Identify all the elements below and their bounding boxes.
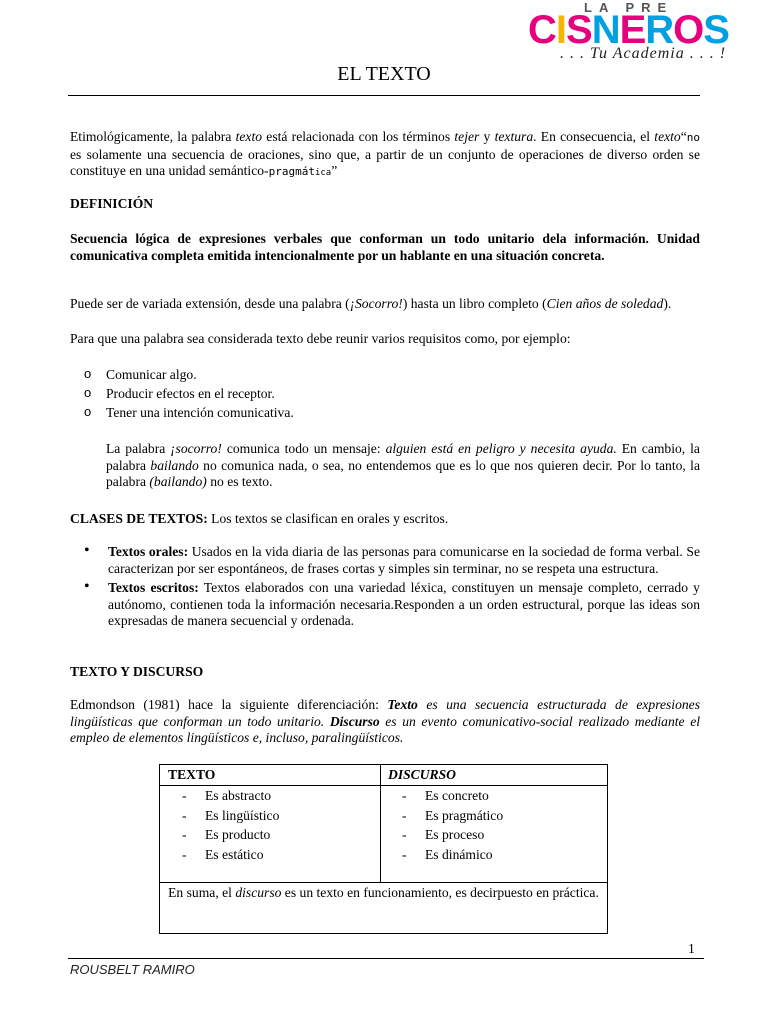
definicion-heading: DEFINICIÓN	[70, 196, 154, 211]
text-run: texto	[654, 129, 681, 144]
text-run: (bailando)	[149, 474, 207, 489]
text-run: Texto	[387, 697, 418, 712]
logo-letter: R	[645, 8, 674, 52]
page-number: 1	[688, 941, 695, 956]
text-run: ”	[331, 163, 338, 178]
text-run: . En consecuencia, el	[533, 129, 655, 144]
text-run: textura	[494, 129, 534, 144]
text-run: Cien años de soledad	[546, 296, 664, 311]
logo-letter: S	[566, 8, 592, 52]
table-cell: - Es proceso	[380, 827, 607, 847]
text-run: bailando	[150, 457, 199, 473]
text-run: La palabra	[106, 441, 171, 456]
logo-letter: S	[703, 8, 729, 52]
logo-letter: N	[591, 8, 620, 52]
table-header-texto: TEXTO	[168, 767, 216, 782]
logo-letter: C	[528, 8, 556, 52]
list-item: o Producir efectos en el receptor.	[70, 386, 700, 405]
intro-paragraph	[70, 129, 700, 182]
text-run: no es texto.	[206, 474, 273, 489]
text-run: Discurso	[329, 713, 380, 729]
text-run: Los textos se clasifican en orales y escritos.	[207, 511, 449, 526]
logo-letter: O	[673, 8, 704, 52]
table-cell: - Es concreto	[380, 788, 607, 808]
text-run: es solamente una secuencia de oraciones, sino que, a partir de un conjunto de operaciones de diverso orden se constituye en una unidad semántico-	[70, 146, 700, 178]
extension-paragraph	[70, 296, 700, 313]
text-run: es una secuencia estructurada de expresiones lingüísticas que conforman un todo unitario.	[70, 697, 700, 729]
requisitos-list	[70, 367, 700, 424]
table-cell: - Es dinámico	[380, 847, 607, 867]
text-run: es un evento comunicativo-social realizado mediante el empleo de elementos lingüísticos e, incluso, paralingüísticos.	[70, 713, 700, 745]
text-run: Etimológicamente, la palabra	[70, 129, 236, 144]
title-divider	[68, 95, 700, 96]
item-text: Usados en la vida diaria de las personas para comunicarse en la sociedad de forma verbal. Se caracterizan por ser espontáneos, de frases cortas y simples sin terminar, no se respeta una estructura.	[108, 544, 701, 576]
table-divider	[160, 785, 607, 786]
ejemplo-paragraph	[106, 441, 700, 491]
table-summary	[164, 885, 603, 902]
list-item	[70, 580, 700, 630]
requisitos-intro: Para que una palabra sea considerada texto debe reunir varios requisitos como, por ejemplo:	[70, 331, 571, 346]
logo-letter: I	[555, 8, 567, 52]
table-cell: - Es estático	[160, 847, 380, 867]
text-run: Edmondson (1981) hace la siguiente diferenciación:	[70, 697, 388, 712]
clases-paragraph	[70, 511, 700, 528]
text-run: ) hasta un libro completo (	[402, 296, 547, 311]
logo-top-text: LA PRE	[584, 0, 674, 15]
text-run: pragmát	[268, 165, 315, 178]
table-header-discurso: DISCURSO	[388, 767, 456, 782]
discurso-heading: TEXTO Y DISCURSO	[70, 664, 204, 679]
list-item	[70, 544, 700, 577]
text-run: Puede ser de variada extensión, desde una palabra (	[70, 296, 350, 311]
definicion-body: Secuencia lógica de expresiones verbales que conforman un todo unitario dela información. Unidad comunicativa completa emitida intencionalmente por un hablante en una situación concreta.	[70, 231, 700, 263]
comparison-table	[159, 764, 608, 934]
text-run: “	[680, 129, 687, 144]
text-run: ¡Socorro!	[349, 296, 403, 311]
table-cell: - Es pragmático	[380, 808, 607, 828]
text-run: comunica todo un mensaje:	[221, 441, 386, 456]
logo-tagline: . . . Tu Academia . . . !	[560, 45, 727, 62]
text-run: En cambio, la palabra	[106, 441, 700, 473]
text-run: ).	[663, 296, 672, 311]
discurso-paragraph	[70, 697, 700, 747]
text-run: no	[686, 131, 701, 144]
list-item: o Comunicar algo.	[70, 367, 700, 386]
text-run: y	[479, 129, 495, 144]
item-label: Textos orales:	[108, 544, 189, 559]
text-run: En suma, el	[168, 885, 236, 900]
item-text: Textos elaborados con una variedad léxica, constituyen un mensaje completo, cerrado y autónomo, contienen toda la información necesaria.Responden a un orden estructural, porque las ideas son expresadas de manera secuencial y ordenada.	[108, 580, 700, 628]
text-run: no comunica nada, o sea, no entendemos que es lo que nos quieren decir. Por lo tanto, la palabra	[106, 457, 700, 489]
footer-author: ROUSBELT RAMIRO	[70, 962, 195, 977]
texto-column	[160, 788, 380, 866]
page-title: EL TEXTO	[337, 63, 431, 85]
text-run: está relacionada con los términos	[262, 129, 455, 144]
text-run: alguien está en peligro y necesita ayuda.	[385, 441, 617, 456]
logo-letter: E	[619, 8, 646, 52]
table-cell: - Es lingüístico	[160, 808, 380, 828]
table-cell: - Es abstracto	[160, 788, 380, 808]
text-run: ica	[314, 168, 332, 178]
text-run: texto	[235, 129, 263, 144]
clases-list	[70, 544, 700, 630]
table-cell: - Es producto	[160, 827, 380, 847]
text-run: es un texto en funcionamiento, es decirpuesto en práctica.	[281, 885, 599, 900]
clases-heading: CLASES DE TEXTOS:	[70, 511, 208, 526]
discurso-column	[380, 788, 607, 866]
footer-divider	[68, 958, 704, 959]
text-run: tejer	[454, 129, 480, 144]
text-run: ¡socorro!	[170, 441, 222, 456]
text-run: discurso	[235, 885, 282, 900]
table-divider	[160, 882, 607, 883]
list-item: o Tener una intención comunicativa.	[70, 405, 700, 424]
item-label: Textos escritos:	[108, 580, 199, 595]
